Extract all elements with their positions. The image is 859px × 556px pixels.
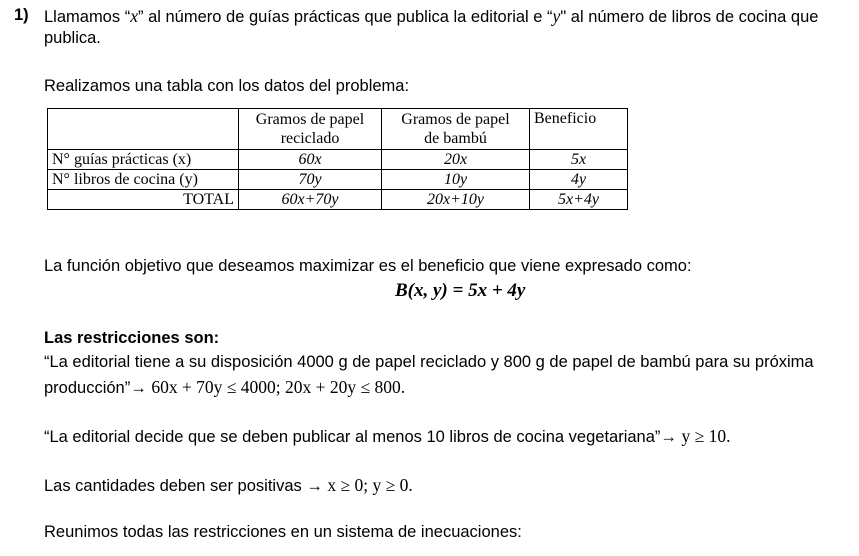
restriction-3 xyxy=(44,475,413,496)
restriction-2 xyxy=(44,426,730,447)
cell-guides-recycled: 60x xyxy=(239,150,382,170)
statement-prefix: Llamamos “ xyxy=(44,8,131,26)
system-intro: Reunimos todas las restricciones en un sistema de inecuaciones: xyxy=(44,523,522,541)
header-recycled-line2: reciclado xyxy=(280,130,340,147)
table-corner-cell xyxy=(48,109,239,150)
restriction-1-math: 60x + 70y ≤ 4000; 20x + 20y ≤ 800. xyxy=(151,377,406,397)
cell-total-bamboo: 20x+10y xyxy=(382,190,530,210)
header-profit: Beneficio xyxy=(530,109,628,150)
row-label-total: TOTAL xyxy=(48,190,239,210)
header-recycled xyxy=(239,109,382,150)
variable-x: x xyxy=(130,6,138,26)
header-bamboo xyxy=(382,109,530,150)
header-recycled-line1: Gramos de papel xyxy=(255,111,365,128)
problem-number: 1) xyxy=(14,6,29,24)
row-label-guides: N° guías prácticas (x) xyxy=(48,150,239,170)
statement-mid: ” al número de guías prácticas que publica la editorial e “ xyxy=(137,8,553,26)
variable-y: y xyxy=(552,6,561,26)
restriction-2-text: “La editorial decide que se deben publicar al menos 10 libros de cocina vegetariana”→ xyxy=(44,428,682,446)
cell-guides-profit: 5x xyxy=(530,150,628,170)
restrictions-heading: Las restricciones son: xyxy=(44,329,220,347)
data-table xyxy=(47,108,628,210)
problem-statement-line1 xyxy=(44,6,818,27)
restriction-1-line1: “La editorial tiene a su disposición 4000 g de papel reciclado y 800 g de papel de bambú para su próxima xyxy=(44,353,814,371)
table-header-row xyxy=(48,109,628,150)
restriction-2-math: y ≥ 10. xyxy=(681,426,731,446)
cell-cookbooks-recycled: 70y xyxy=(239,170,382,190)
table-row xyxy=(48,170,628,190)
table-intro: Realizamos una tabla con los datos del problema: xyxy=(44,77,410,95)
objective-formula: B(x, y) = 5x + 4y xyxy=(395,280,526,301)
table-row xyxy=(48,190,628,210)
problem-statement-line2: publica. xyxy=(44,29,101,47)
restriction-1-text: producción”→ xyxy=(44,379,152,397)
cell-total-recycled: 60x+70y xyxy=(239,190,382,210)
restriction-1-line2 xyxy=(44,377,405,398)
statement-suffix: " al número de libros de cocina que xyxy=(560,8,819,26)
objective-text: La función objetivo que deseamos maximizar es el beneficio que viene expresado como: xyxy=(44,257,692,275)
cell-total-profit: 5x+4y xyxy=(530,190,628,210)
cell-cookbooks-profit: 4y xyxy=(530,170,628,190)
table-row xyxy=(48,150,628,170)
row-label-cookbooks: N° libros de cocina (y) xyxy=(48,170,239,190)
restriction-3-math: x ≥ 0; y ≥ 0. xyxy=(327,475,413,495)
header-bamboo-line2: de bambú xyxy=(424,130,487,147)
restriction-3-text: Las cantidades deben ser positivas → xyxy=(44,477,328,495)
cell-guides-bamboo: 20x xyxy=(382,150,530,170)
cell-cookbooks-bamboo: 10y xyxy=(382,170,530,190)
header-bamboo-line1: Gramos de papel xyxy=(401,111,510,128)
